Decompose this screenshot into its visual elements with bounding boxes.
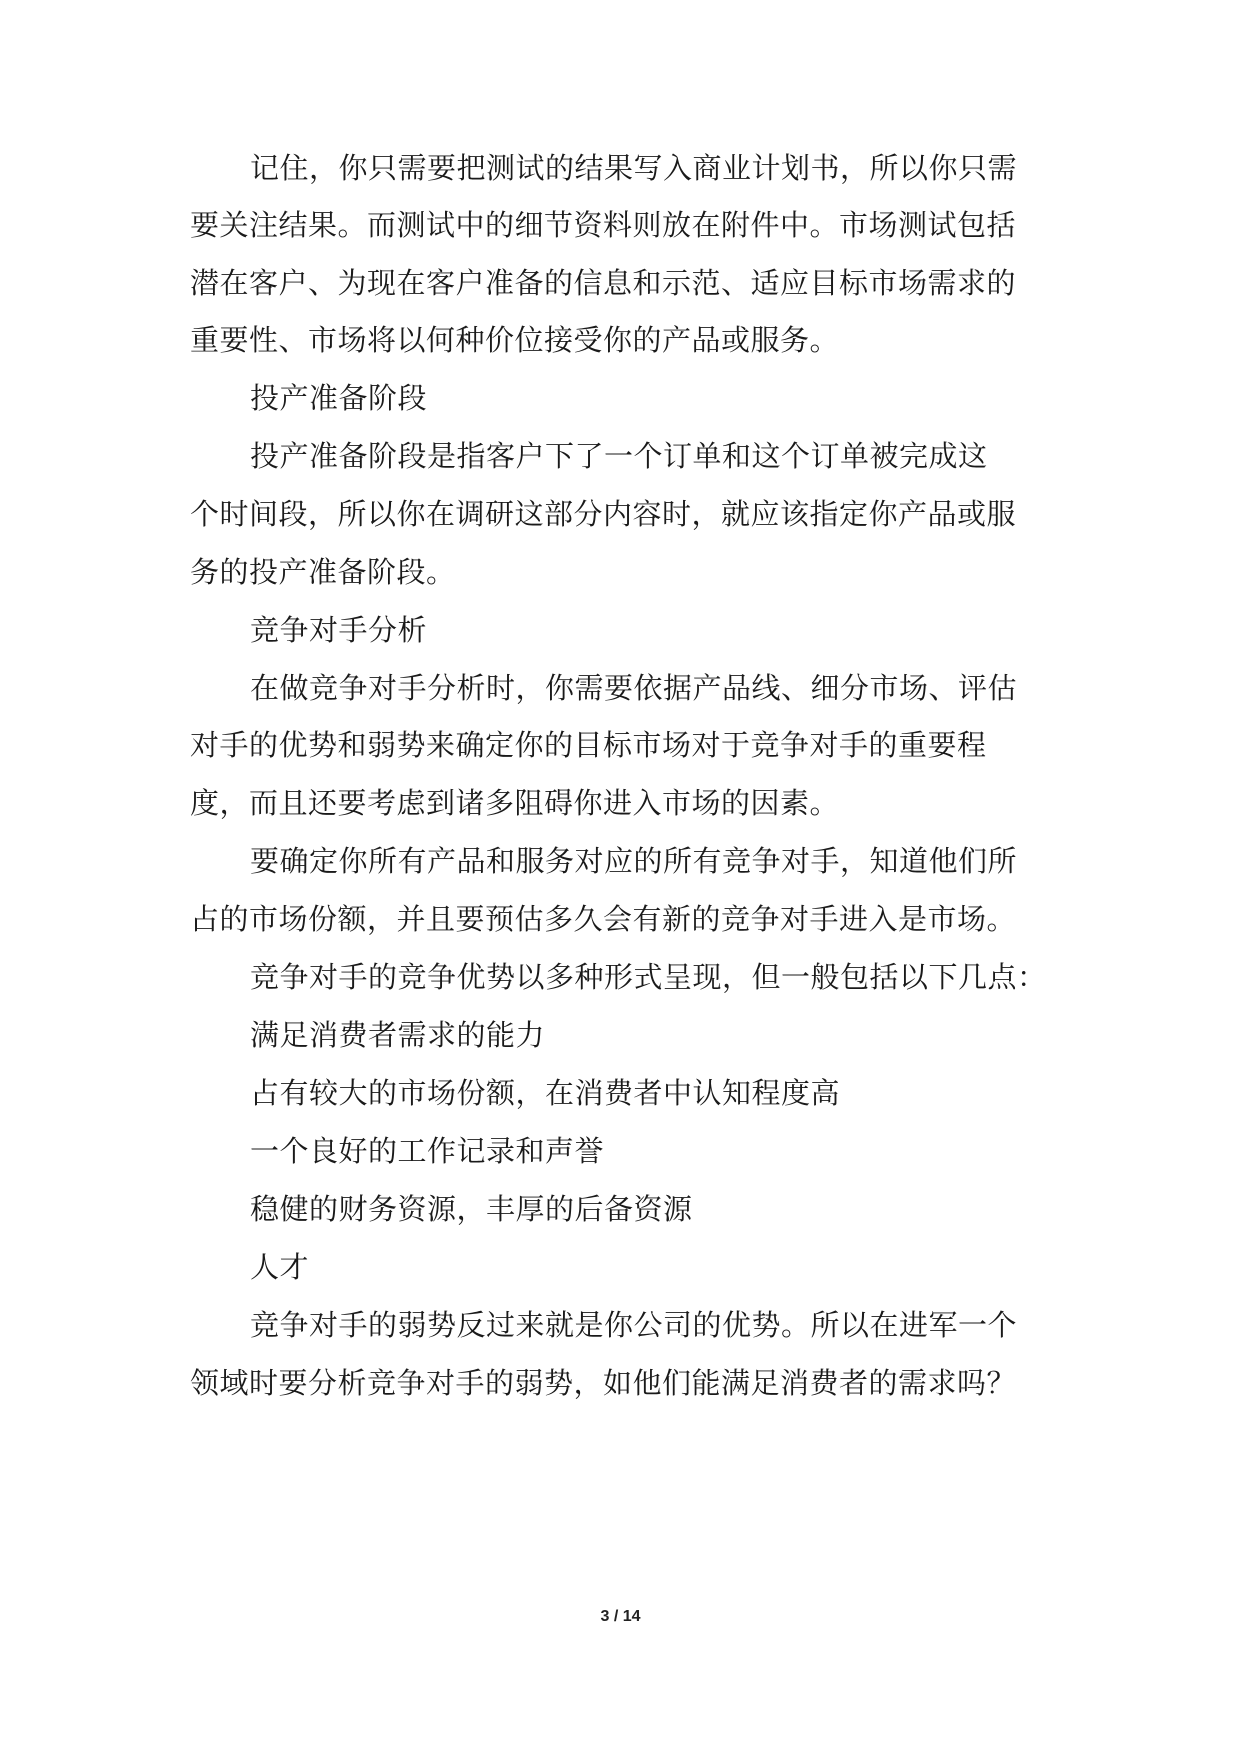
section-heading: 投产准备阶段 [250, 381, 428, 415]
list-item: 稳健的财务资源，丰厚的后备资源 [250, 1192, 693, 1226]
paragraph-line: 潜在客户、为现在客户准备的信息和示范、适应目标市场需求的 [190, 266, 1017, 300]
paragraph-line: 对手的优势和弱势来确定你的目标市场对于竞争对手的重要程 [190, 728, 987, 762]
paragraph-line: 投产准备阶段是指客户下了一个订单和这个订单被完成这 [250, 439, 988, 473]
paragraph-line: 占的市场份额，并且要预估多久会有新的竞争对手进入是市场。 [190, 902, 1017, 936]
paragraph-line: 领域时要分析竞争对手的弱势，如他们能满足消费者的需求吗？ [190, 1366, 1017, 1400]
paragraph-line: 重要性、市场将以何种价位接受你的产品或服务。 [190, 323, 840, 357]
paragraph-line: 记住，你只需要把测试的结果写入商业计划书，所以你只需 [250, 151, 1018, 185]
paragraph-line: 要关注结果。而测试中的细节资料则放在附件中。市场测试包括 [190, 208, 1017, 242]
list-item: 一个良好的工作记录和声誉 [250, 1134, 605, 1168]
paragraph-line: 度，而且还要考虑到诸多阻碍你进入市场的因素。 [190, 786, 840, 820]
paragraph-line: 竞争对手的弱势反过来就是你公司的优势。所以在进军一个 [250, 1308, 1018, 1342]
paragraph-line: 个时间段，所以你在调研这部分内容时，就应该指定你产品或服 [190, 497, 1017, 531]
paragraph-line: 务的投产准备阶段。 [190, 555, 456, 589]
paragraph-line: 要确定你所有产品和服务对应的所有竞争对手，知道他们所 [250, 844, 1018, 878]
list-item: 满足消费者需求的能力 [250, 1018, 546, 1052]
paragraph-line: 在做竞争对手分析时，你需要依据产品线、细分市场、评估 [250, 671, 1018, 705]
paragraph-line: 竞争对手的竞争优势以多种形式呈现，但一般包括以下几点： [250, 960, 1047, 994]
list-item: 人才 [250, 1250, 310, 1284]
list-item: 占有较大的市场份额，在消费者中认知程度高 [250, 1076, 841, 1110]
section-heading: 竞争对手分析 [250, 613, 428, 647]
page-number: 3 / 14 [600, 1608, 641, 1625]
